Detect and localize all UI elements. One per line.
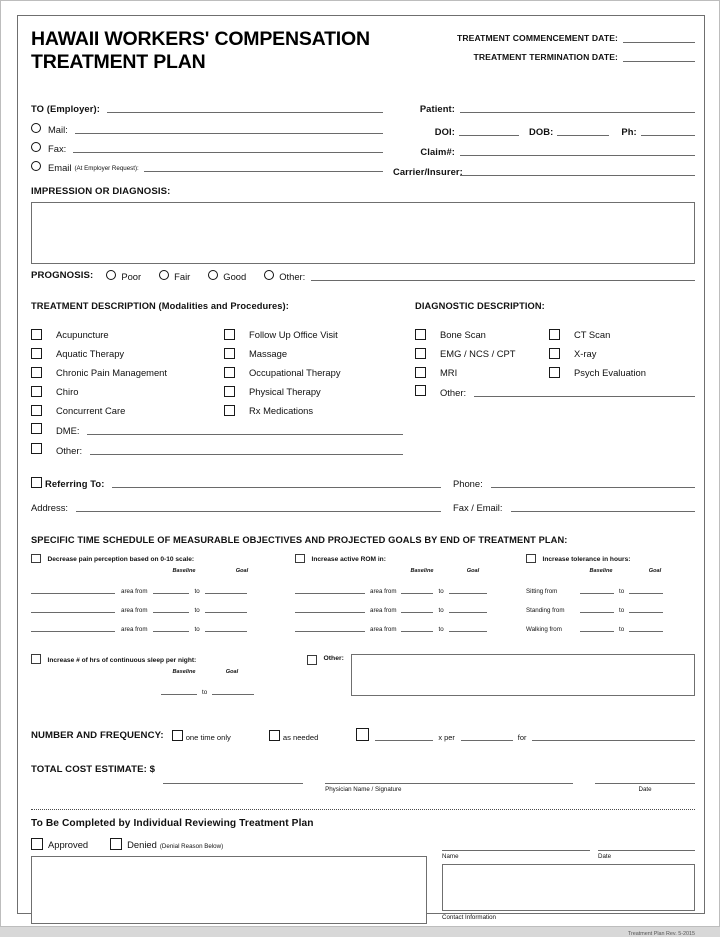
cost-date-field[interactable] — [595, 761, 695, 784]
diagnostic-item[interactable] — [415, 340, 549, 359]
prognosis-fair-radio[interactable] — [159, 270, 169, 280]
diagnostic-col-2 — [549, 321, 695, 378]
mri-checkbox[interactable] — [415, 367, 426, 378]
rom-col-headers — [295, 568, 520, 574]
tolerance-col-headers — [526, 568, 695, 574]
prognosis-other-radio[interactable] — [264, 270, 274, 280]
pain-objective-header — [31, 554, 289, 564]
sleep-row — [31, 677, 289, 696]
diagnostic-heading: DIAGNOSTIC DESCRIPTION: — [415, 301, 545, 311]
tolerance-objective-block — [520, 554, 695, 634]
rom-goal-field[interactable] — [449, 612, 487, 613]
termination-date-row — [431, 52, 695, 62]
denial-reason-textarea[interactable] — [31, 856, 427, 924]
impression-label: IMPRESSION OR DIAGNOSIS: — [31, 186, 171, 197]
pain-baseline-field[interactable] — [153, 631, 189, 632]
tolerance-objective-header — [526, 554, 695, 564]
contact-information-label: Contact Information — [442, 914, 496, 921]
referring-to-field[interactable] — [112, 487, 441, 488]
mail-field[interactable] — [75, 133, 383, 134]
prognosis-poor-radio[interactable] — [106, 270, 116, 280]
employer-block — [31, 98, 383, 177]
diagnostic-item[interactable] — [415, 321, 549, 340]
ct-scan-checkbox[interactable] — [549, 329, 560, 340]
acupuncture-checkbox[interactable] — [31, 329, 42, 340]
cost-field-wrap — [163, 761, 303, 784]
cost-section — [31, 761, 695, 793]
pain-area-field[interactable] — [31, 631, 115, 632]
claim-label: Claim#: — [420, 146, 455, 158]
physician-signature-field[interactable] — [325, 761, 573, 784]
pain-area-from-label: area from — [121, 607, 148, 615]
ph-label: Ph: — [621, 126, 637, 138]
objectives-section — [31, 536, 695, 633]
other-objective-textarea[interactable] — [351, 654, 695, 696]
sleep-objective-block — [31, 654, 289, 696]
rom-to-label: to — [438, 607, 444, 615]
dme-field[interactable] — [87, 434, 403, 435]
treatment-item[interactable] — [31, 397, 224, 416]
prognosis-poor-label: Poor — [121, 271, 142, 283]
pain-goal-field[interactable] — [205, 631, 247, 632]
treatment-col-2 — [224, 321, 403, 416]
concurrent-care-checkbox[interactable] — [31, 405, 42, 416]
pain-row — [31, 576, 289, 595]
one-time-only-checkbox[interactable] — [172, 730, 183, 741]
treatment-other-checkbox[interactable] — [31, 443, 42, 454]
referring-to-label: Referring To: — [45, 478, 105, 490]
commencement-date-label: TREATMENT COMMENCEMENT DATE: — [457, 32, 618, 43]
walking-baseline-field[interactable] — [580, 631, 614, 632]
form-title-block — [31, 28, 431, 73]
pain-goal-header: Goal — [235, 568, 249, 575]
referring-section — [31, 472, 695, 513]
patient-block — [383, 98, 695, 177]
pain-to-label: to — [194, 607, 200, 615]
patient-field[interactable] — [460, 112, 695, 113]
chronic-pain-management-label: Chronic Pain Management — [56, 366, 167, 378]
denied-label: Denied — [127, 838, 157, 850]
sleep-objective-checkbox[interactable] — [31, 654, 41, 664]
pain-baseline-field[interactable] — [153, 593, 189, 594]
fax-option-row — [31, 135, 383, 154]
sleep-objective-header — [31, 654, 289, 664]
revision-footer: Treatment Plan Rev. 5-2015 — [627, 931, 695, 937]
email-note: (At Employer Request): — [74, 165, 139, 172]
sleep-baseline-field[interactable] — [161, 694, 197, 695]
reviewer-name-date-row — [442, 841, 695, 860]
fax-email-field[interactable] — [511, 511, 696, 512]
x-per-label: x per — [438, 733, 455, 742]
patient-label: Patient: — [419, 103, 455, 115]
pain-to-label: to — [194, 588, 200, 596]
treatment-item[interactable] — [224, 378, 403, 397]
pain-to-label: to — [194, 626, 200, 634]
phone-group — [441, 472, 695, 489]
rom-area-from-label: area from — [370, 607, 397, 615]
bone-scan-checkbox[interactable] — [415, 329, 426, 340]
walking-to-label: to — [619, 626, 625, 634]
treatment-other-field[interactable] — [90, 454, 403, 455]
email-option-row — [31, 154, 383, 173]
aquatic-therapy-checkbox[interactable] — [31, 348, 42, 359]
header-dates — [431, 28, 695, 73]
occupational-therapy-checkbox[interactable] — [224, 367, 235, 378]
mail-label: Mail: — [48, 124, 68, 136]
referring-to-group — [31, 472, 441, 489]
sleep-goal-header: Goal — [225, 668, 239, 675]
rom-area-from-label: area from — [370, 588, 397, 596]
review-heading: To Be Completed by Individual Reviewing Treatment Plan — [31, 818, 314, 829]
rom-area-field[interactable] — [295, 612, 365, 613]
rom-goal-field[interactable] — [449, 631, 487, 632]
rom-baseline-field[interactable] — [401, 631, 433, 632]
pain-area-from-label: area from — [121, 626, 148, 634]
fax-email-label: Fax / Email: — [453, 502, 503, 514]
standing-goal-field[interactable] — [629, 612, 663, 613]
tolerance-objective-label: Increase tolerance in hours: — [542, 556, 631, 564]
prognosis-other-field[interactable] — [311, 280, 695, 281]
approved-label: Approved — [48, 838, 89, 850]
treatment-description-block — [31, 302, 403, 456]
diagnostic-other-label: Other: — [440, 386, 467, 398]
diagnostic-item[interactable] — [549, 359, 695, 378]
follow-up-office-visit-label: Follow Up Office Visit — [249, 328, 338, 340]
sitting-goal-field[interactable] — [629, 593, 663, 594]
rom-objective-header — [295, 554, 520, 564]
reviewer-name-label: Name — [442, 853, 459, 860]
standing-to-label: to — [619, 607, 625, 615]
prognosis-good-radio[interactable] — [208, 270, 218, 280]
pain-col-headers — [31, 568, 289, 574]
sitting-to-label: to — [619, 588, 625, 596]
concurrent-care-label: Concurrent Care — [56, 404, 126, 416]
sleep-col-headers — [31, 669, 289, 675]
x-ray-label: X-ray — [574, 347, 597, 359]
dob-field[interactable] — [557, 135, 609, 136]
commencement-date-row — [431, 33, 695, 43]
carrier-label: Carrier/Insurer: — [393, 166, 463, 178]
rom-baseline-header: Baseline — [410, 568, 434, 575]
frequency-label: NUMBER AND FREQUENCY: — [31, 729, 164, 741]
diagnostic-other-row — [415, 378, 695, 398]
dme-label: DME: — [56, 424, 80, 436]
carrier-field[interactable] — [460, 175, 695, 176]
follow-up-office-visit-checkbox[interactable] — [224, 329, 235, 340]
to-employer-label: TO (Employer): — [31, 103, 100, 115]
prognosis-label: PROGNOSIS: — [31, 269, 94, 281]
physical-therapy-label: Physical Therapy — [249, 385, 321, 397]
fax-label: Fax: — [48, 143, 67, 155]
diagnostic-other-checkbox[interactable] — [415, 385, 426, 396]
for-label: for — [517, 733, 527, 742]
treatment-item[interactable] — [31, 321, 224, 340]
sleep-baseline-header: Baseline — [172, 668, 196, 675]
acupuncture-label: Acupuncture — [56, 328, 109, 340]
frequency-for-field[interactable] — [532, 740, 695, 741]
form-border — [17, 15, 705, 937]
pain-goal-field[interactable] — [205, 612, 247, 613]
rom-to-label: to — [438, 588, 444, 596]
dme-row — [31, 416, 403, 436]
doi-field[interactable] — [459, 135, 519, 136]
form-header — [31, 28, 695, 73]
fax-radio[interactable] — [31, 142, 41, 152]
pain-baseline-header: Baseline — [172, 568, 196, 575]
frequency-section — [31, 728, 695, 742]
custom-frequency-checkbox[interactable] — [356, 728, 369, 741]
sitting-label: Sitting from — [526, 588, 558, 596]
sleep-to-label: to — [202, 688, 208, 696]
ct-scan-label: CT Scan — [574, 328, 611, 340]
treatment-item[interactable] — [224, 397, 403, 416]
reviewer-date-field[interactable] — [598, 841, 695, 851]
reviewer-date-label: Date — [598, 853, 612, 860]
email-label: Email — [48, 162, 72, 174]
treatment-item[interactable] — [224, 321, 403, 340]
pain-area-field[interactable] — [31, 593, 115, 594]
prognosis-section — [31, 270, 695, 282]
carrier-row — [393, 157, 695, 177]
diagnostic-item[interactable] — [549, 321, 695, 340]
pain-goal-field[interactable] — [205, 593, 247, 594]
physician-signature-group — [325, 761, 573, 793]
fax-email-group — [441, 496, 695, 513]
to-employer-field[interactable] — [107, 112, 383, 113]
diagnostic-item[interactable] — [549, 340, 695, 359]
frequency-per-field[interactable] — [461, 740, 513, 741]
treatment-item[interactable] — [224, 340, 403, 359]
treatment-other-label: Other: — [56, 444, 83, 456]
rom-area-field[interactable] — [295, 631, 365, 632]
tolerance-row — [526, 576, 695, 595]
physician-signature-label: Physician Name / Signature — [325, 786, 402, 793]
rom-goal-field[interactable] — [449, 593, 487, 594]
fax-field[interactable] — [73, 152, 383, 153]
pain-objective-label: Decrease pain perception based on 0-10 scale: — [47, 556, 195, 564]
sleep-other-section — [31, 654, 695, 696]
psych-evaluation-checkbox[interactable] — [549, 367, 560, 378]
pain-row — [31, 614, 289, 633]
diagnostic-item[interactable] — [415, 359, 549, 378]
address-group — [31, 496, 441, 513]
mail-radio[interactable] — [31, 123, 41, 133]
termination-date-field[interactable] — [623, 52, 695, 62]
prognosis-good-label: Good — [223, 271, 247, 283]
doi-dob-ph-row — [393, 116, 695, 137]
rom-baseline-field[interactable] — [401, 593, 433, 594]
mri-label: MRI — [440, 366, 458, 378]
emg-ncs-cpt-label: EMG / NCS / CPT — [440, 347, 516, 359]
chiro-checkbox[interactable] — [31, 386, 42, 397]
cost-field[interactable] — [163, 761, 303, 784]
emg-ncs-cpt-checkbox[interactable] — [415, 348, 426, 359]
email-field[interactable] — [144, 171, 383, 172]
physical-therapy-checkbox[interactable] — [224, 386, 235, 397]
tolerance-baseline-header: Baseline — [589, 568, 613, 575]
termination-date-label: TREATMENT TERMINATION DATE: — [473, 51, 618, 62]
claim-row — [393, 137, 695, 157]
tolerance-objective-checkbox[interactable] — [526, 554, 536, 564]
sleep-goal-field[interactable] — [212, 694, 254, 695]
tolerance-goal-header: Goal — [648, 568, 662, 575]
objectives-columns — [31, 554, 695, 634]
cost-label: TOTAL COST ESTIMATE: $ — [31, 764, 156, 775]
address-field[interactable] — [76, 511, 441, 512]
treatment-columns — [31, 321, 403, 416]
rom-row — [295, 614, 520, 633]
prognosis-fair-label: Fair — [174, 271, 191, 283]
cost-date-label: Date — [638, 786, 652, 793]
diagnostic-columns — [415, 321, 695, 378]
contact-section — [31, 98, 695, 177]
walking-label: Walking from — [526, 626, 562, 634]
chiro-label: Chiro — [56, 385, 79, 397]
massage-label: Massage — [249, 347, 288, 359]
diagnostic-col-1 — [415, 321, 549, 378]
x-ray-checkbox[interactable] — [549, 348, 560, 359]
prognosis-other-label: Other: — [279, 271, 306, 283]
frequency-count-field[interactable] — [375, 740, 433, 741]
rom-objective-label: Increase active ROM in: — [311, 556, 386, 564]
commencement-date-field[interactable] — [623, 33, 695, 43]
chronic-pain-management-checkbox[interactable] — [31, 367, 42, 378]
reviewer-name-group — [442, 841, 590, 860]
walking-goal-field[interactable] — [629, 631, 663, 632]
pain-row — [31, 595, 289, 614]
standing-label: Standing from — [526, 607, 565, 615]
cost-date-group — [595, 761, 695, 793]
address-label: Address: — [31, 502, 68, 514]
denied-checkbox[interactable] — [110, 838, 122, 850]
aquatic-therapy-label: Aquatic Therapy — [56, 347, 125, 359]
rx-medications-label: Rx Medications — [249, 404, 314, 416]
standing-baseline-field[interactable] — [580, 612, 614, 613]
rom-baseline-field[interactable] — [401, 612, 433, 613]
approved-checkbox[interactable] — [31, 838, 43, 850]
rom-row — [295, 595, 520, 614]
dob-label: DOB: — [529, 126, 554, 138]
claim-field[interactable] — [460, 155, 695, 156]
as-needed-label: as needed — [282, 733, 319, 742]
reviewer-info-block — [442, 841, 695, 937]
other-objective-checkbox[interactable] — [307, 655, 317, 665]
pain-baseline-field[interactable] — [153, 612, 189, 613]
email-radio[interactable] — [31, 161, 41, 171]
rom-to-label: to — [438, 626, 444, 634]
as-needed-checkbox[interactable] — [269, 730, 280, 741]
phone-label: Phone: — [453, 478, 483, 490]
rx-medications-checkbox[interactable] — [224, 405, 235, 416]
rom-objective-block — [289, 554, 520, 634]
diagnostic-description-block — [403, 302, 695, 456]
bone-scan-label: Bone Scan — [440, 328, 486, 340]
contact-information-textarea[interactable] — [442, 864, 695, 911]
treatment-item[interactable] — [31, 359, 224, 378]
page-title-line1: HAWAII WORKERS' COMPENSATION — [31, 28, 370, 50]
rom-area-field[interactable] — [295, 593, 365, 594]
denied-note: (Denial Reason Below) — [159, 842, 224, 850]
page-title-line2: TREATMENT PLAN — [31, 50, 206, 73]
sitting-baseline-field[interactable] — [580, 593, 614, 594]
rom-goal-header: Goal — [466, 568, 480, 575]
reviewer-date-group — [598, 841, 695, 860]
treatment-item[interactable] — [224, 359, 403, 378]
treatment-other-row — [31, 436, 403, 456]
tolerance-row — [526, 595, 695, 614]
pain-objective-block — [31, 554, 289, 634]
treatment-heading: TREATMENT DESCRIPTION (Modalities and Procedures): — [31, 301, 289, 311]
massage-checkbox[interactable] — [224, 348, 235, 359]
section-divider — [31, 809, 695, 810]
other-objective-label: Other: — [323, 655, 344, 662]
to-employer-row — [31, 98, 383, 114]
ph-field[interactable] — [641, 135, 695, 136]
rom-area-from-label: area from — [370, 626, 397, 634]
pain-area-field[interactable] — [31, 612, 115, 613]
diagnostic-other-field[interactable] — [474, 396, 695, 397]
phone-field[interactable] — [491, 487, 695, 488]
referring-to-checkbox[interactable] — [31, 477, 42, 488]
objectives-heading: SPECIFIC TIME SCHEDULE OF MEASURABLE OBJECTIVES AND PROJECTED GOALS BY END OF TREATMENT PLAN: — [31, 535, 568, 545]
referring-row — [31, 472, 695, 489]
treatment-col-1 — [31, 321, 224, 416]
treatment-item[interactable] — [31, 378, 224, 397]
impression-section — [31, 187, 695, 264]
other-objective-block — [289, 654, 695, 696]
psych-evaluation-label: Psych Evaluation — [574, 366, 646, 378]
address-row — [31, 496, 695, 513]
occupational-therapy-label: Occupational Therapy — [249, 366, 341, 378]
tolerance-row — [526, 614, 695, 633]
doi-label: DOI: — [434, 126, 455, 138]
pain-area-from-label: area from — [121, 588, 148, 596]
patient-row — [393, 98, 695, 114]
descriptions-section — [31, 302, 695, 456]
dme-checkbox[interactable] — [31, 423, 42, 434]
one-time-only-label: one time only — [185, 733, 231, 742]
mail-option-row — [31, 116, 383, 135]
rom-row — [295, 576, 520, 595]
pain-objective-checkbox[interactable] — [31, 554, 41, 564]
impression-textarea[interactable] — [31, 202, 695, 264]
sleep-objective-label: Increase # of hrs of continuous sleep per night: — [47, 656, 197, 664]
rom-objective-checkbox[interactable] — [295, 554, 305, 564]
reviewer-name-field[interactable] — [442, 841, 590, 851]
treatment-item[interactable] — [31, 340, 224, 359]
